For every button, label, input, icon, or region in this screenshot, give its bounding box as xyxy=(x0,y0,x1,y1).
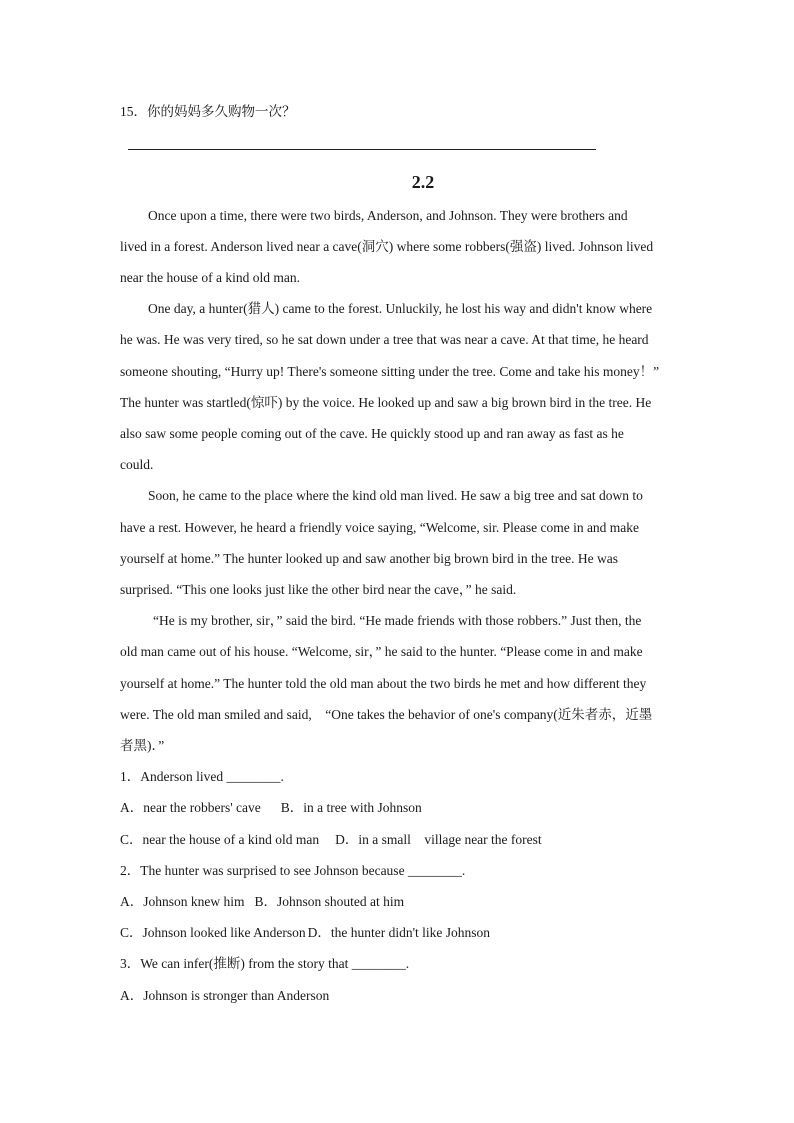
passage-line: have a rest. However, he heard a friendly voice saying, “Welcome, sir. Please come in and make xyxy=(120,520,640,535)
option-c[interactable]: C．Johnson looked like Anderson xyxy=(120,925,306,940)
passage-line: yourself at home.” The hunter looked up and saw another big brown bird in the tree. He was xyxy=(120,551,618,566)
option-a[interactable]: A．Johnson knew him xyxy=(120,894,245,909)
passage-line: “He is my brother, sir，” said the bird. “He made friends with those robbers.” Just then, the xyxy=(153,613,642,628)
passage-line: were. The old man smiled and said, “One takes the behavior of one's company(近朱者赤，近墨 xyxy=(120,707,653,722)
passage-line: 者黑)．” xyxy=(120,738,165,753)
option-line xyxy=(120,986,680,1006)
question-stem: 1．Anderson lived ________. xyxy=(120,769,284,784)
option-line xyxy=(120,923,680,943)
answer-line xyxy=(128,149,596,150)
option-b[interactable]: B．in a tree with Johnson xyxy=(280,800,422,815)
option-b[interactable]: B．Johnson shouted at him xyxy=(254,894,405,909)
passage-line: yourself at home.” The hunter told the old man about the two birds he met and how different they xyxy=(120,676,647,691)
passage-line: also saw some people coming out of the cave. He quickly stood up and ran away as fast as he xyxy=(120,426,624,441)
section-title: 2.2 xyxy=(411,172,435,192)
question-stem: 2．The hunter was surprised to see Johnson because ________. xyxy=(120,863,466,878)
passage-line: near the house of a kind old man. xyxy=(120,270,300,285)
question-15: 15．你的妈妈多久购物一次？ xyxy=(120,104,296,119)
passage-line: old man came out of his house. “Welcome, sir，” he said to the hunter. “Please come in and make xyxy=(120,644,643,659)
question-stem: 3．We can infer(推断) from the story that ________. xyxy=(120,956,410,971)
option-a[interactable]: A．Johnson is stronger than Anderson xyxy=(120,988,330,1003)
option-d[interactable]: D．in a small village near the forest xyxy=(335,832,542,847)
passage-line: One day, a hunter(猎人) came to the forest. Unluckily, he lost his way and didn't know where xyxy=(148,301,653,316)
passage-line: Soon, he came to the place where the kind old man lived. He saw a big tree and sat down to xyxy=(148,488,643,503)
passage-line: he was. He was very tired, so he sat down under a tree that was near a cave. At that time, he heard xyxy=(120,332,649,347)
option-line xyxy=(120,830,680,850)
option-a[interactable]: A．near the robbers' cave xyxy=(120,800,261,815)
option-line xyxy=(120,798,680,818)
option-c[interactable]: C．near the house of a kind old man xyxy=(120,832,320,847)
option-d[interactable]: D．the hunter didn't like Johnson xyxy=(307,925,491,940)
passage-line: could. xyxy=(120,457,154,472)
passage-line: Once upon a time, there were two birds, Anderson, and Johnson. They were brothers and xyxy=(148,208,628,223)
passage-line: lived in a forest. Anderson lived near a cave(洞穴) where some robbers(强盗) lived. Johnson lived xyxy=(120,239,654,254)
option-line xyxy=(120,892,680,912)
passage-line: someone shouting, “Hurry up! There's someone sitting under the tree. Come and take his money！” xyxy=(120,364,660,379)
passage-line: surprised. “This one looks just like the other bird near the cave，” he said. xyxy=(120,582,517,597)
passage-line: The hunter was startled(惊吓) by the voice. He looked up and saw a big brown bird in the tree. He xyxy=(120,395,652,410)
